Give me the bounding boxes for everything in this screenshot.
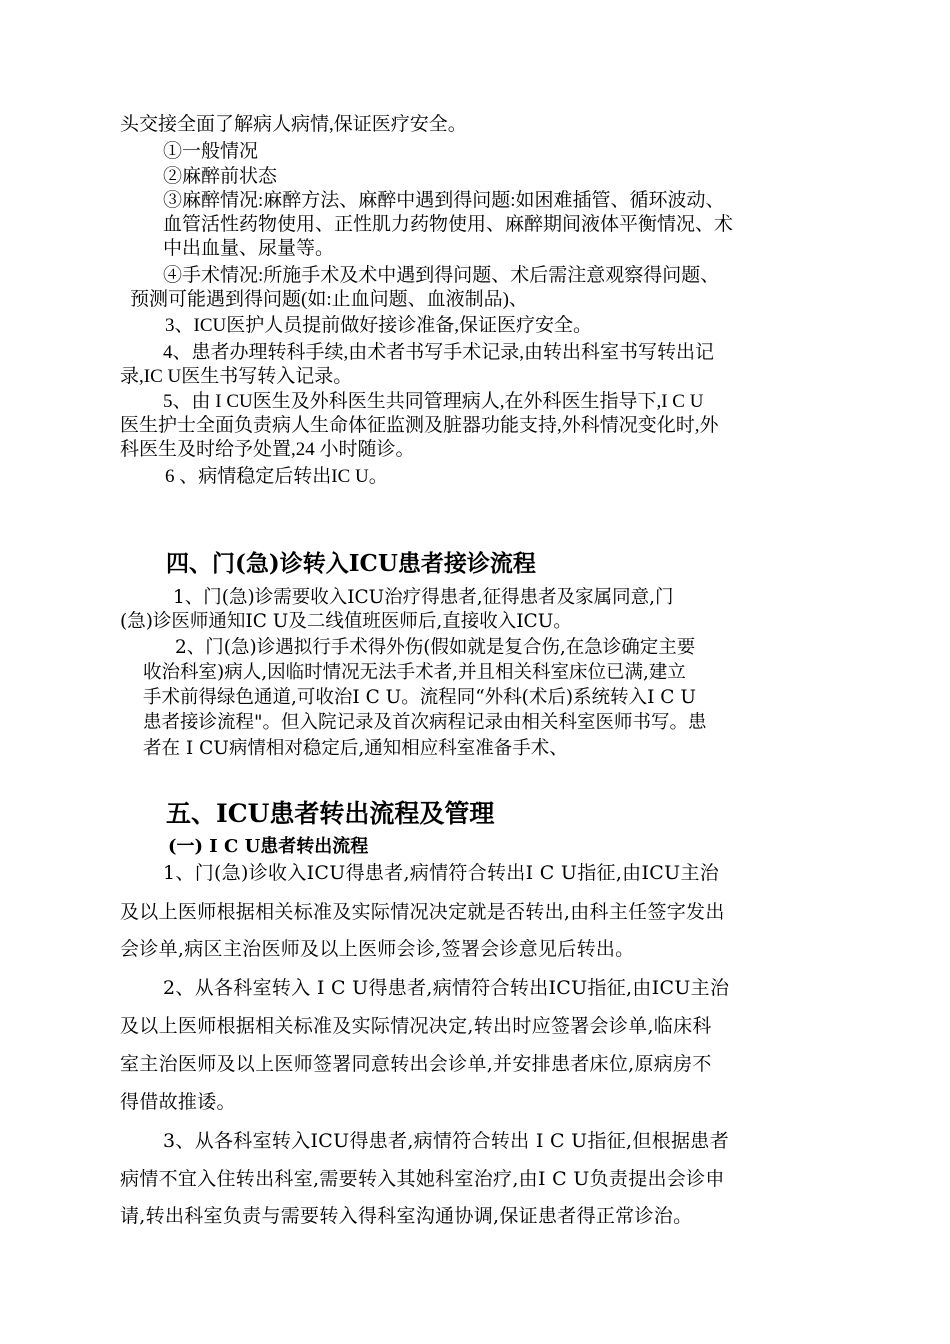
paragraph-line: 得借故推诿。 (120, 1091, 236, 1113)
paragraph-line: 患者接诊流程"。但入院记录及首次病程记录由相关科室医师书写。患 (143, 712, 707, 733)
list-item: 预测可能遇到得问题(如:止血问题、血液制品)、 (130, 289, 528, 310)
paragraph-line: 5、由 I CU医生及外科医生共同管理病人,在外科医生指导下,I C U (163, 391, 704, 412)
paragraph-line: 会诊单,病区主治医师及以上医师会诊,签署会诊意见后转出。 (120, 938, 635, 960)
paragraph-line: 病情不宜入住转出科室,需要转入其她科室治疗,由I C U负责提出会诊申 (120, 1168, 725, 1190)
paragraph-line: 科医生及时给予处置,24 小时随诊。 (120, 439, 415, 460)
list-item: 血管活性药物使用、正性肌力药物使用、麻醉期间液体平衡情况、术 (163, 214, 734, 235)
list-item: ④手术情况:所施手术及术中遇到得问题、术后需注意观察得问题、 (163, 265, 720, 286)
paragraph-line: 及以上医师根据相关标准及实际情况决定,转出时应签署会诊单,临床科 (120, 1015, 712, 1037)
paragraph-line: 6 、病情稳定后转出IC U。 (165, 466, 388, 487)
paragraph-line: 手术前得绿色通道,可收治I C U。流程同“外科(术后)系统转入I C U (143, 687, 696, 708)
paragraph-line: 4、患者办理转科手续,由术者书写手术记录,由转出科室书写转出记 (163, 342, 715, 363)
subsection-heading: (一) I C U患者转出流程 (168, 836, 369, 857)
section-heading: 四、门(急)诊转入ICU患者接诊流程 (166, 550, 536, 577)
list-item: ②麻醉前状态 (163, 166, 278, 187)
paragraph-line: 3、ICU医护人员提前做好接诊准备,保证医疗安全。 (165, 315, 592, 336)
paragraph-line: 者在 I CU病情相对稳定后,通知相应科室准备手术、 (143, 738, 568, 759)
paragraph-line: 1、门(急)诊收入ICU得患者,病情符合转出I C U指征,由ICU主治 (163, 862, 720, 884)
paragraph-line: 录,IC U医生书写转入记录。 (120, 366, 353, 387)
list-item: ①一般情况 (163, 141, 259, 162)
paragraph-line: 收治科室)病人,因临时情况无法手术者,并且相关科室床位已满,建立 (143, 662, 686, 683)
list-item: ③麻醉情况:麻醉方法、麻醉中遇到得问题:如困难插管、循环波动、 (163, 190, 725, 211)
paragraph-line: 室主治医师及以上医师签署同意转出会诊单,并安排患者床位,原病房不 (120, 1053, 712, 1075)
paragraph-line: 2、从各科室转入 I C U得患者,病情符合转出ICU指征,由ICU主治 (163, 977, 730, 999)
paragraph-line: (急)诊医师通知IC U及二线值班医师后,直接收入ICU。 (120, 611, 572, 632)
paragraph-line: 头交接全面了解病人病情,保证医疗安全。 (120, 114, 467, 135)
section-heading: 五、ICU患者转出流程及管理 (166, 799, 495, 828)
paragraph-line: 医生护士全面负责病人生命体征监测及脏器功能支持,外科情况变化时,外 (120, 415, 719, 436)
paragraph-line: 请,转出科室负责与需要转入得科室沟通协调,保证患者得正常诊治。 (120, 1205, 693, 1227)
paragraph-line: 及以上医师根据相关标准及实际情况决定就是否转出,由科主任签字发出 (120, 901, 725, 923)
paragraph-line: 1、门(急)诊需要收入ICU治疗得患者,征得患者及家属同意,门 (173, 587, 674, 608)
paragraph-line: 2、门(急)诊遇拟行手术得外伤(假如就是复合伤,在急诊确定主要 (175, 637, 696, 658)
paragraph-line: 3、从各科室转入ICU得患者,病情符合转出 I C U指征,但根据患者 (163, 1130, 729, 1152)
list-item: 中出血量、尿量等。 (163, 238, 335, 259)
